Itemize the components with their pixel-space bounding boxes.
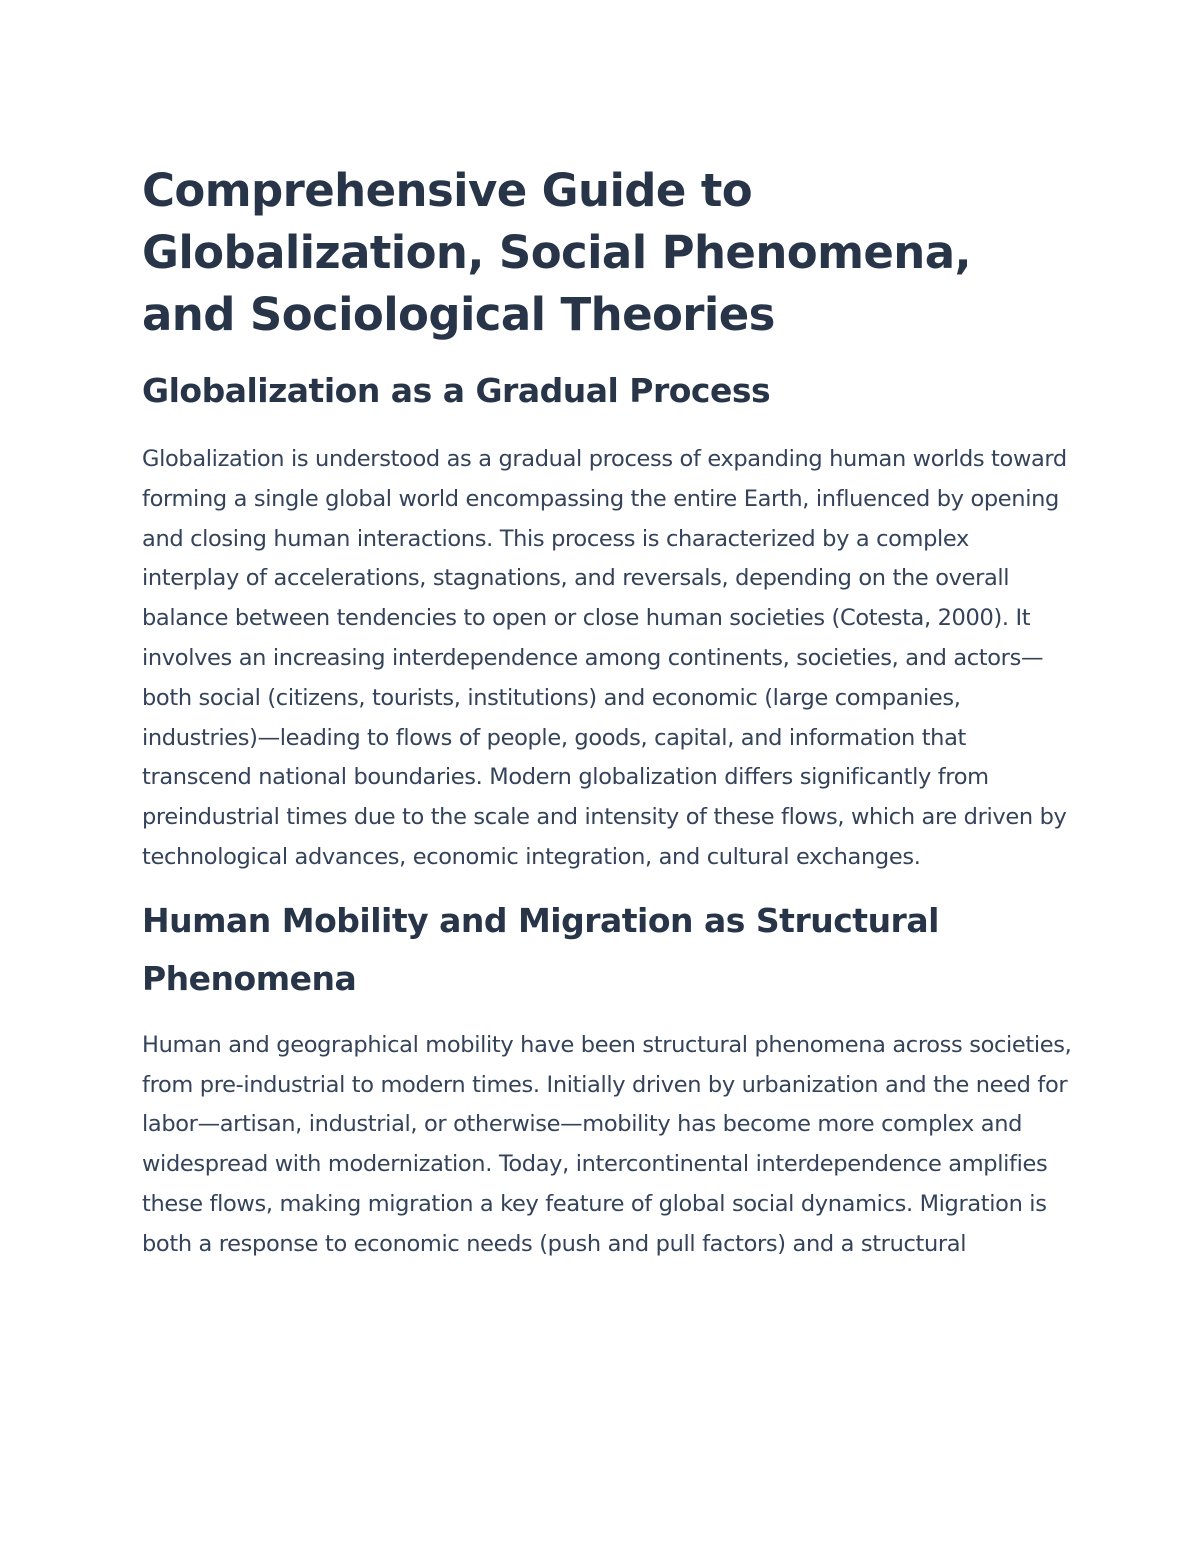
section-paragraph-mobility: Human and geographical mobility have been structural phenomena across societies, from pre-industrial to modern times. Initially driven by urbanization and the need for labor—artisan, industrial, or otherwise—mobility has become more complex and widespread with modernization. Today, intercontinental interdependence amplifies these flows, making migration a key feature of global social dynamics. Migration is both a response to economic needs (push and pull factors) and a structural [142, 1031, 1072, 1257]
section-paragraph-globalization: Globalization is understood as a gradual process of expanding human worlds toward forming a single global world encompassing the entire Earth, influenced by opening and closing human interactions. This process is characterized by a complex interplay of accelerations, stagnations, and reversals, depending on the overall balance between tendencies to open or close human societies (Cotesta, 2000). It involves an increasing interdependence among continents, societies, and actors—both social (citizens, tourists, institutions) and economic (large companies, industries)—leading to flows of people, goods, capital, and information that transcend national boundaries. Modern globalization differs significantly from preindustrial times due to the scale and intensity of these flows, which are driven by technological advances, economic integration, and cultural exchanges. [142, 446, 1067, 870]
section-heading-mobility: Human Mobility and Migration as Structural Phenomena [142, 900, 939, 998]
document-title: Comprehensive Guide to Globalization, Social Phenomena, and Sociological Theories [142, 164, 971, 341]
document-page [142, 160, 1072, 1265]
section-heading-globalization: Globalization as a Gradual Process [142, 371, 771, 410]
